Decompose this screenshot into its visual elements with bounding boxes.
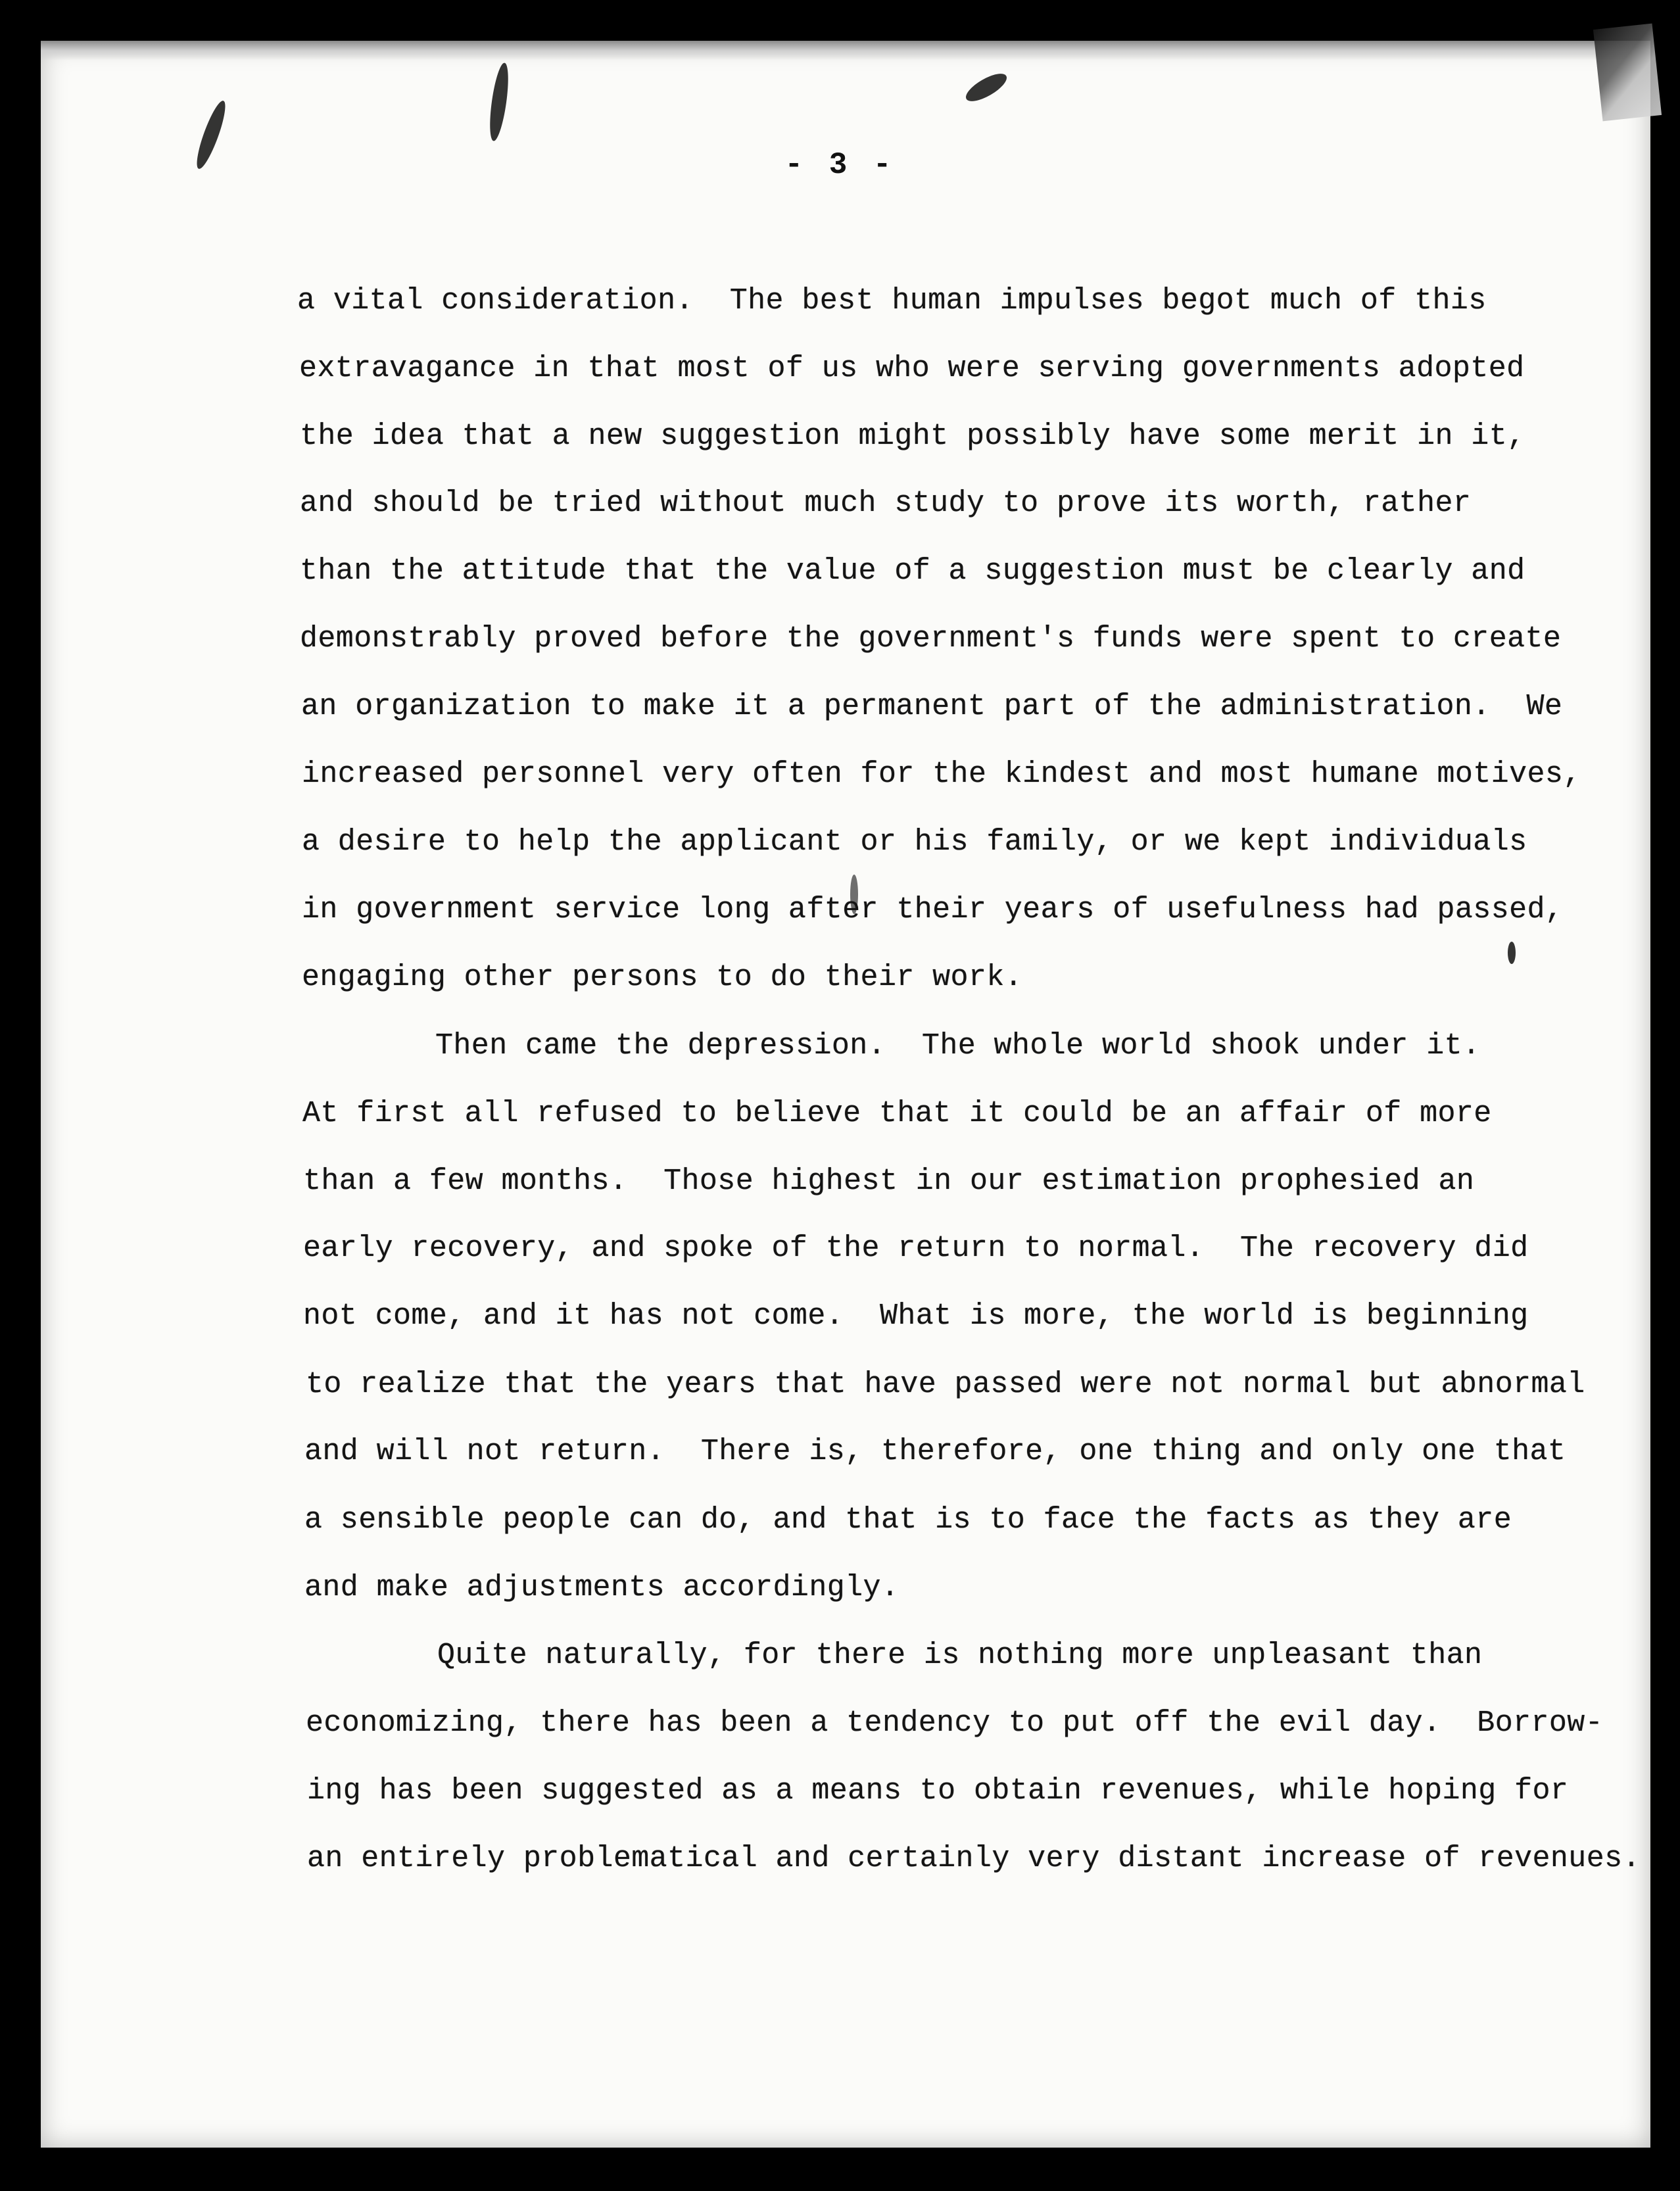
text-line: engaging other persons to do their work. (302, 961, 1023, 994)
text-line: and make adjustments accordingly. (304, 1571, 900, 1604)
text-line: a sensible people can do, and that is to face the facts as they are (304, 1503, 1512, 1537)
text-line: in government service long after their years of usefulness had passed, (302, 893, 1564, 927)
text-line: than the attitude that the value of a suggestion must be clearly and (300, 554, 1525, 588)
text-line: extravagance in that most of us who were serving governments adopted (299, 352, 1525, 385)
text-line: economizing, there has been a tendency to put off the evil day. Borrow- (306, 1706, 1604, 1740)
text-line: At first all refused to believe that it could be an affair of more (302, 1097, 1492, 1130)
page-number: - 3 - (784, 148, 896, 182)
text-line: the idea that a new suggestion might possibly have some merit in it, (300, 420, 1525, 453)
text-line: an organization to make it a permanent part of the administration. We (301, 690, 1563, 723)
text-line: not come, and it has not come. What is more, the world is beginning (303, 1299, 1529, 1333)
text-line: Then came the depression. The whole world shook under it. (435, 1029, 1481, 1063)
text-line: Quite naturally, for there is nothing more unpleasant than (437, 1639, 1483, 1672)
text-line: demonstrably proved before the government's funds were spent to create (300, 622, 1562, 656)
page-top-edge (41, 41, 1650, 60)
text-line: to realize that the years that have passed were not normal but abnormal (306, 1368, 1585, 1401)
text-line: increased personnel very often for the kindest and most humane motives, (302, 758, 1581, 791)
text-line: and should be tried without much study to prove its worth, rather (300, 487, 1472, 520)
text-line: a vital consideration. The best human impulses begot much of this (297, 284, 1487, 318)
ink-smudge (1508, 942, 1516, 964)
text-line: and will not return. There is, therefore, one thing and only one that (304, 1435, 1566, 1468)
text-line: than a few months. Those highest in our estimation prophesied an (303, 1165, 1475, 1198)
text-line: early recovery, and spoke of the return to normal. The recovery did (303, 1232, 1529, 1265)
text-line: a desire to help the applicant or his family, or we kept individuals (302, 825, 1527, 859)
page-curl-corner (1593, 24, 1662, 122)
text-line: ing has been suggested as a means to obtain revenues, while hoping for (307, 1774, 1569, 1808)
text-line: an entirely problematical and certainly very distant increase of revenues. (307, 1842, 1641, 1875)
